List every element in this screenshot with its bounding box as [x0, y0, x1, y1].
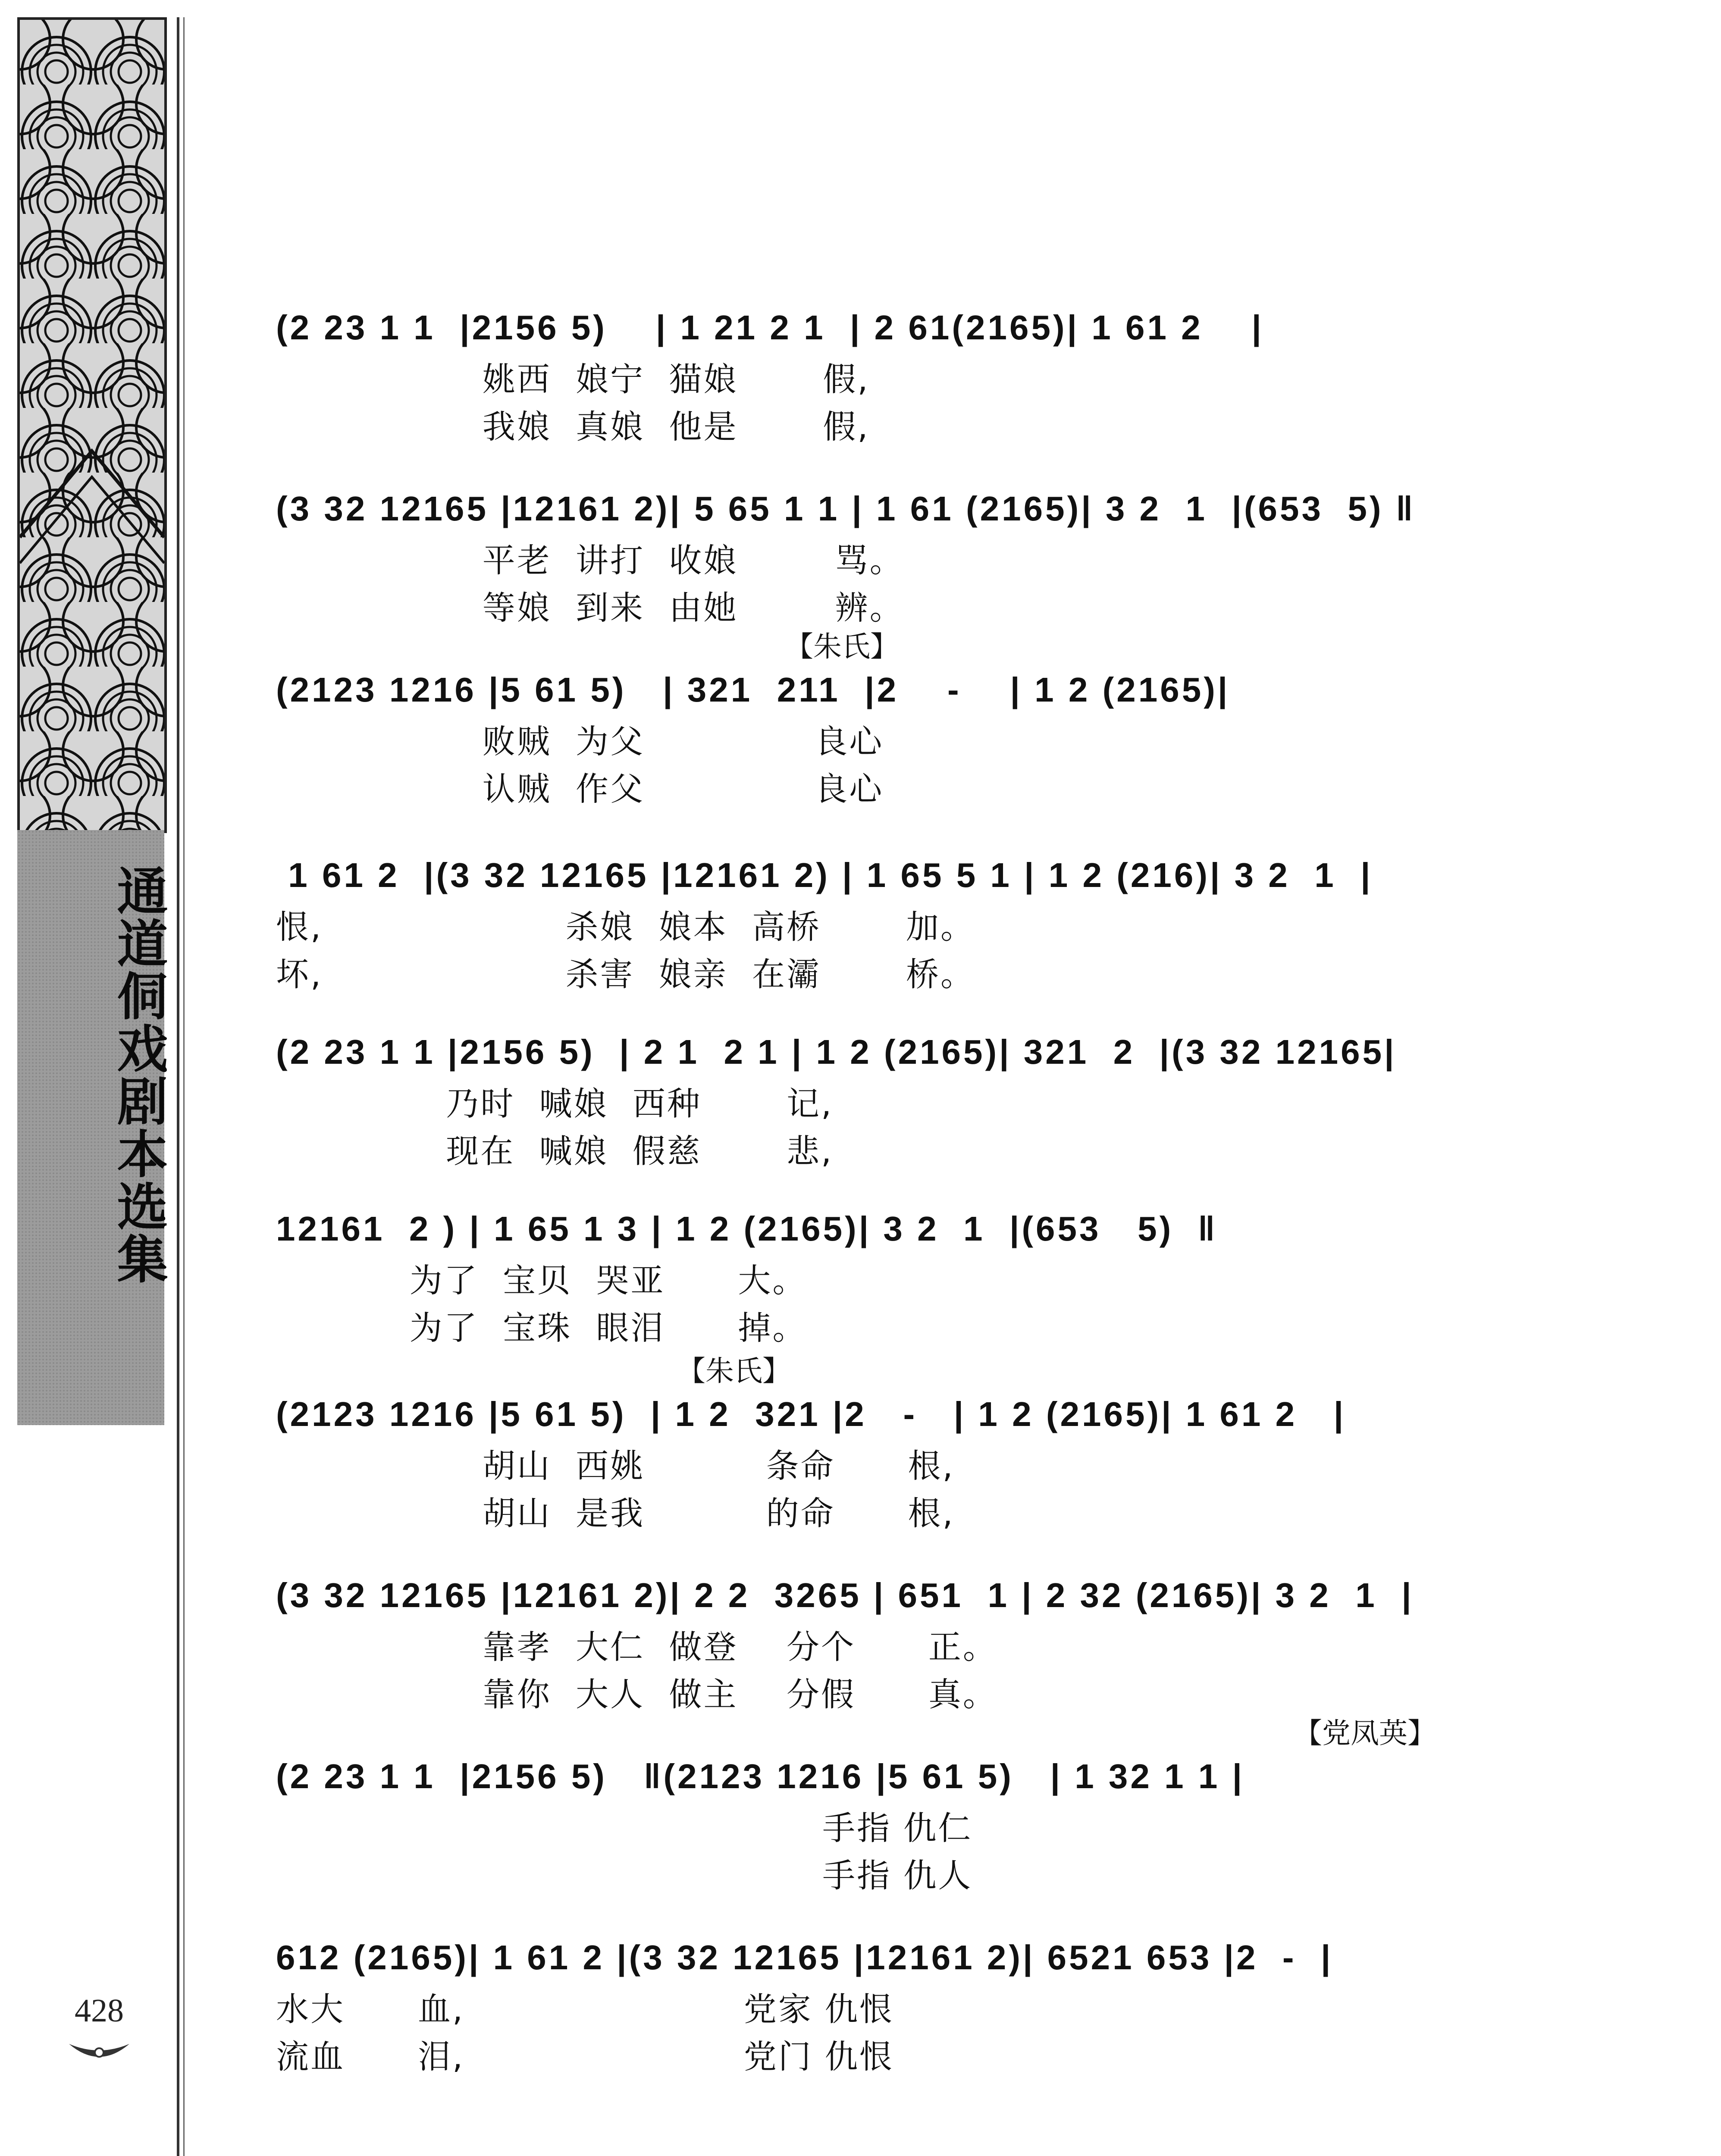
lyric-line: 胡山 是我 的命 根, — [276, 1494, 955, 1532]
lyric-line: 水大 血, 党家 仇恨 — [276, 1990, 894, 2028]
margin-rule-thin — [183, 17, 185, 2156]
role-label: 【朱氏】 — [785, 630, 899, 663]
lyric-line: 手指 仇人 — [276, 1856, 973, 1895]
lyric-line: 认贼 作父 良心 — [276, 770, 884, 808]
lyric-line: 败贼 为父 良心 — [276, 722, 884, 761]
lyric-line: 坏, 杀害 娘亲 在灞 桥。 — [276, 955, 975, 993]
lyric-line: 恨, 杀娘 娘本 高桥 加。 — [276, 908, 975, 946]
book-title: 通道侗戏剧本选集 — [108, 865, 169, 1285]
role-label: 【党凤英】 — [1294, 1717, 1436, 1750]
role-label: 【朱氏】 — [677, 1354, 791, 1388]
page-number: 428 — [75, 1993, 124, 2029]
lyric-line: 等娘 到来 由她 辨。 — [276, 589, 904, 627]
notation-line: (3 32 12165 |12161 2)| 5 65 1 1 | 1 61 (2165)| 3 2 1 |(653 5) ‖ — [276, 489, 1416, 528]
notation-line: (2123 1216 |5 61 5) | 321 211 |2 - | 1 2 (2165)| — [276, 671, 1230, 709]
lyric-line: 为了 宝贝 哭亚 大。 — [276, 1261, 807, 1300]
book-title-panel — [17, 830, 169, 1425]
lyric-line: 平老 讲打 收娘 骂。 — [276, 541, 904, 580]
notation-line: 612 (2165)| 1 61 2 |(3 32 12165 |12161 2)| 6521 653 |2 - | — [276, 1938, 1333, 1977]
lyric-line: 手指 仇仁 — [276, 1809, 973, 1847]
lyric-line: 流血 泪, 党门 仇恨 — [276, 2037, 894, 2076]
margin-rule — [177, 17, 179, 2156]
lyric-line: 靠孝 大仁 做登 分个 正。 — [276, 1628, 997, 1666]
notation-line: (2 23 1 1 |2156 5) | 1 21 2 1 | 2 61(2165)| 1 61 2 | — [276, 308, 1264, 347]
notation-line: (2123 1216 |5 61 5) | 1 2 321 |2 - | 1 2 (2165)| 1 61 2 | — [276, 1395, 1346, 1433]
lyric-line: 我娘 真娘 他是 假, — [276, 407, 870, 446]
notation-line: (3 32 12165 |12161 2)| 2 2 3265 | 651 1 | 2 32 (2165)| 3 2 1 | — [276, 1576, 1414, 1614]
decorative-cloud-pattern — [17, 17, 167, 833]
notation-line: 12161 2 ) | 1 65 1 3 | 1 2 (2165)| 3 2 1 |(653 5) ‖ — [276, 1210, 1218, 1248]
notation-line: (2 23 1 1 |2156 5) | 2 1 2 1 | 1 2 (2165)| 321 2 |(3 32 12165| — [276, 1033, 1397, 1071]
ornament-icon — [65, 2040, 134, 2070]
notation-line: 1 61 2 |(3 32 12165 |12161 2) | 1 65 5 1 | 1 2 (216)| 3 2 1 | — [276, 856, 1373, 894]
lyric-line: 胡山 西姚 条命 根, — [276, 1447, 955, 1485]
cloud-pattern-icon — [20, 20, 164, 830]
notation-line: (2 23 1 1 |2156 5) ‖(2123 1216 |5 61 5) | 1 32 1 1 | — [276, 1757, 1245, 1796]
lyric-line: 乃时 喊娘 西种 记, — [276, 1084, 834, 1123]
lyric-line: 为了 宝珠 眼泪 掉。 — [276, 1309, 807, 1347]
lyric-line: 姚西 娘宁 猫娘 假, — [276, 360, 870, 398]
lyric-line: 靠你 大人 做主 分假 真。 — [276, 1675, 997, 1714]
lyric-line: 现在 喊娘 假慈 悲, — [276, 1132, 834, 1170]
